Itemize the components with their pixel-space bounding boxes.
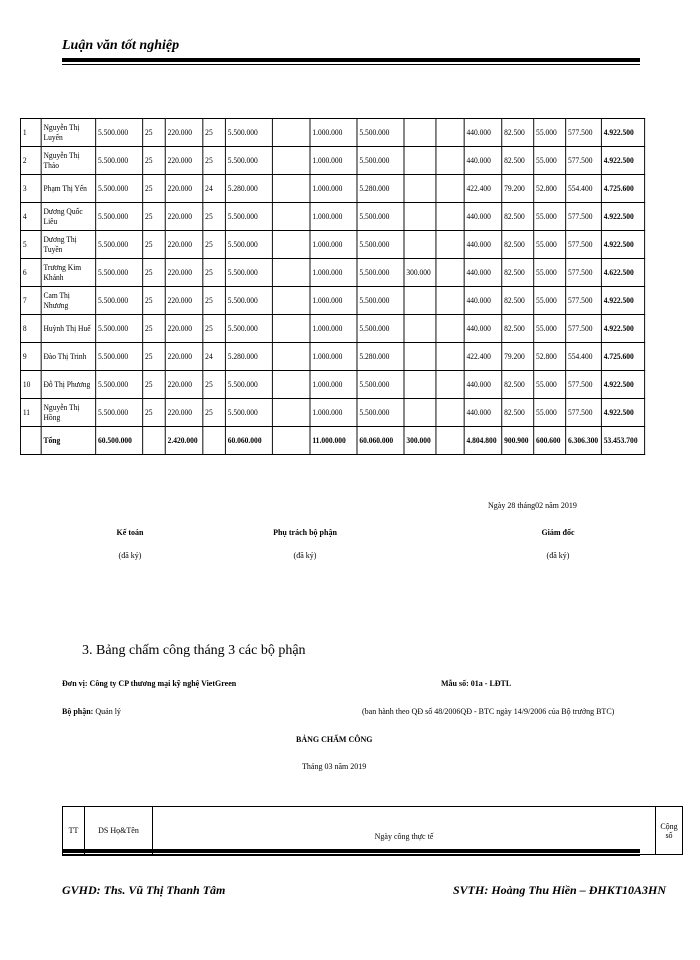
salary-cell: 440.000: [464, 287, 502, 315]
salary-cell: 5.500.000: [225, 259, 272, 287]
salary-cell: 4.922.500: [601, 371, 644, 399]
salary-cell: 4.922.500: [601, 315, 644, 343]
salary-cell: 4.922.500: [601, 231, 644, 259]
salary-cell: 5: [20, 231, 41, 259]
salary-row: [20, 119, 644, 147]
salary-cell: 5.500.000: [96, 315, 143, 343]
salary-cell: 79.200: [502, 343, 534, 371]
salary-cell: 25: [143, 399, 166, 427]
salary-cell: 220.000: [165, 175, 203, 203]
salary-cell: 5.500.000: [96, 371, 143, 399]
salary-cell: 25: [203, 203, 226, 231]
salary-cell: 5.500.000: [357, 399, 404, 427]
salary-cell: 55.000: [534, 315, 566, 343]
salary-cell: 1.000.000: [310, 287, 357, 315]
salary-total-row: [20, 427, 644, 455]
salary-cell: 4.922.500: [601, 399, 644, 427]
salary-cell: 55.000: [534, 119, 566, 147]
salary-cell: [404, 399, 436, 427]
salary-cell: 1.000.000: [310, 175, 357, 203]
salary-cell: 60.500.000: [96, 427, 143, 455]
salary-cell: 554.400: [566, 343, 602, 371]
salary-cell: 25: [143, 147, 166, 175]
salary-cell: 82.500: [502, 287, 534, 315]
footer-rule-thin: [62, 855, 640, 856]
salary-cell: 52.800: [534, 175, 566, 203]
salary-cell: 53.453.700: [601, 427, 644, 455]
salary-cell: 25: [143, 119, 166, 147]
salary-cell: 2: [20, 147, 41, 175]
salary-cell: 25: [143, 343, 166, 371]
salary-cell: [404, 231, 436, 259]
salary-cell: 440.000: [464, 231, 502, 259]
salary-cell: [272, 231, 310, 259]
employee-name: Dương Quốc Liêu: [41, 203, 96, 231]
salary-cell: 52.800: [534, 343, 566, 371]
employee-name: Cam Thị Nhương: [41, 287, 96, 315]
dept-head-role: Phụ trách bộ phận: [273, 528, 337, 537]
salary-cell: [272, 287, 310, 315]
salary-cell: [436, 371, 464, 399]
salary-cell: 5.500.000: [357, 231, 404, 259]
salary-cell: 1.000.000: [310, 399, 357, 427]
salary-cell: 82.500: [502, 147, 534, 175]
salary-cell: 11: [20, 399, 41, 427]
salary-cell: [436, 287, 464, 315]
salary-table-body: [20, 119, 644, 455]
salary-cell: 1.000.000: [310, 343, 357, 371]
salary-cell: 25: [143, 259, 166, 287]
salary-cell: [272, 203, 310, 231]
salary-cell: 220.000: [165, 371, 203, 399]
salary-cell: 422.400: [464, 343, 502, 371]
employee-name: Phạm Thị Yến: [41, 175, 96, 203]
salary-cell: 4.804.800: [464, 427, 502, 455]
salary-cell: 577.500: [566, 399, 602, 427]
regulation-note: (ban hành theo QĐ số 48/2006QĐ - BTC ngày 14/9/2006 của Bộ trưởng BTC): [362, 707, 615, 716]
salary-cell: 4.922.500: [601, 119, 644, 147]
salary-cell: 440.000: [464, 203, 502, 231]
director-role: Giám đốc: [541, 528, 575, 537]
salary-cell: [436, 259, 464, 287]
signature-date: Ngày 28 tháng02 năm 2019: [488, 501, 577, 510]
dept-head-note: (đã ký): [293, 551, 317, 560]
salary-cell: 5.280.000: [225, 343, 272, 371]
salary-cell: 25: [143, 287, 166, 315]
salary-cell: 82.500: [502, 259, 534, 287]
salary-cell: 5.500.000: [225, 119, 272, 147]
salary-cell: 4.725.600: [601, 343, 644, 371]
salary-cell: [272, 399, 310, 427]
salary-cell: 55.000: [534, 231, 566, 259]
salary-cell: 55.000: [534, 203, 566, 231]
salary-table: [20, 118, 645, 455]
salary-cell: 5.500.000: [96, 259, 143, 287]
salary-cell: [404, 287, 436, 315]
salary-cell: [272, 119, 310, 147]
salary-cell: 25: [143, 203, 166, 231]
director-note: (đã ký): [546, 551, 570, 560]
salary-cell: 577.500: [566, 203, 602, 231]
signature-accountant: [105, 528, 155, 560]
salary-cell: 25: [143, 175, 166, 203]
salary-cell: [404, 203, 436, 231]
salary-cell: 10: [20, 371, 41, 399]
salary-cell: 79.200: [502, 175, 534, 203]
employee-name: Huỳnh Thị Huế: [41, 315, 96, 343]
salary-cell: [272, 343, 310, 371]
salary-cell: [436, 399, 464, 427]
salary-cell: 220.000: [165, 315, 203, 343]
salary-cell: 82.500: [502, 119, 534, 147]
salary-cell: 25: [143, 231, 166, 259]
salary-row: [20, 399, 644, 427]
salary-cell: [20, 427, 41, 455]
salary-cell: 6: [20, 259, 41, 287]
salary-cell: 440.000: [464, 371, 502, 399]
salary-cell: 4.725.600: [601, 175, 644, 203]
salary-cell: 1.000.000: [310, 147, 357, 175]
header-rule: [62, 58, 640, 62]
salary-cell: 220.000: [165, 119, 203, 147]
salary-cell: 1.000.000: [310, 259, 357, 287]
salary-cell: 60.060.000: [357, 427, 404, 455]
salary-cell: 82.500: [502, 315, 534, 343]
salary-cell: 220.000: [165, 259, 203, 287]
header-title: Luận văn tốt nghiệp: [62, 38, 180, 53]
salary-cell: 300.000: [404, 259, 436, 287]
salary-cell: [203, 427, 226, 455]
salary-cell: 900.900: [502, 427, 534, 455]
salary-cell: 5.500.000: [357, 259, 404, 287]
footer-advisor: GVHD: Ths. Vũ Thị Thanh Tâm: [62, 883, 226, 897]
salary-cell: 5.500.000: [96, 147, 143, 175]
salary-cell: 25: [203, 399, 226, 427]
department-value: Quản lý: [95, 707, 121, 716]
section-title: 3. Bảng chấm công tháng 3 các bộ phận: [82, 643, 306, 658]
salary-cell: [436, 119, 464, 147]
salary-cell: 577.500: [566, 371, 602, 399]
salary-cell: 55.000: [534, 287, 566, 315]
salary-cell: 25: [203, 371, 226, 399]
salary-cell: 5.500.000: [96, 343, 143, 371]
signature-dept-head: [255, 528, 355, 560]
salary-row: [20, 231, 644, 259]
salary-cell: 440.000: [464, 259, 502, 287]
salary-cell: 220.000: [165, 399, 203, 427]
salary-cell: 1.000.000: [310, 119, 357, 147]
salary-cell: 577.500: [566, 231, 602, 259]
salary-cell: 4.922.500: [601, 147, 644, 175]
salary-row: [20, 343, 644, 371]
salary-cell: [404, 315, 436, 343]
salary-cell: 4.922.500: [601, 287, 644, 315]
salary-cell: 5.500.000: [225, 147, 272, 175]
salary-cell: 1.000.000: [310, 231, 357, 259]
salary-cell: 5.500.000: [357, 315, 404, 343]
salary-cell: 554.400: [566, 175, 602, 203]
doc-title: BẢNG CHẤM CÔNG: [296, 735, 373, 744]
attendance-header-row: [63, 807, 683, 855]
salary-cell: 25: [203, 315, 226, 343]
salary-cell: 25: [143, 315, 166, 343]
salary-cell: 25: [143, 371, 166, 399]
salary-row: [20, 147, 644, 175]
salary-cell: [404, 371, 436, 399]
salary-cell: 5.500.000: [96, 203, 143, 231]
salary-cell: [436, 175, 464, 203]
salary-cell: [436, 231, 464, 259]
salary-cell: 440.000: [464, 399, 502, 427]
att-col-name: DS Họ&Tên: [85, 807, 153, 855]
salary-cell: 60.060.000: [225, 427, 272, 455]
employee-name: Nguyễn Thị Thảo: [41, 147, 96, 175]
salary-cell: [436, 343, 464, 371]
attendance-table: [62, 806, 683, 855]
salary-cell: 5.500.000: [96, 287, 143, 315]
att-col-tt: TT: [63, 807, 85, 855]
employee-name: Đỗ Thị Phương: [41, 371, 96, 399]
salary-cell: 5.500.000: [357, 287, 404, 315]
salary-row: [20, 259, 644, 287]
salary-cell: [404, 119, 436, 147]
salary-cell: [272, 259, 310, 287]
salary-cell: 577.500: [566, 287, 602, 315]
accountant-note: (đã ký): [118, 551, 142, 560]
salary-cell: 24: [203, 343, 226, 371]
salary-cell: 55.000: [534, 147, 566, 175]
footer-rule: [62, 849, 640, 853]
salary-cell: [436, 147, 464, 175]
accountant-role: Kế toán: [116, 528, 144, 537]
salary-cell: 55.000: [534, 371, 566, 399]
salary-cell: 11.000.000: [310, 427, 357, 455]
salary-cell: [404, 147, 436, 175]
salary-cell: [272, 315, 310, 343]
salary-cell: 82.500: [502, 203, 534, 231]
employee-name: Nguyễn Thị Hồng: [41, 399, 96, 427]
salary-cell: 2.420.000: [165, 427, 203, 455]
salary-cell: 25: [203, 119, 226, 147]
employee-name: Dương Thị Tuyền: [41, 231, 96, 259]
salary-cell: 9: [20, 343, 41, 371]
salary-cell: [272, 175, 310, 203]
form-number: Mẫu số: 01a - LĐTL: [441, 679, 512, 688]
salary-cell: 220.000: [165, 231, 203, 259]
salary-cell: [272, 147, 310, 175]
salary-cell: 440.000: [464, 147, 502, 175]
salary-cell: 4: [20, 203, 41, 231]
salary-cell: 5.280.000: [357, 343, 404, 371]
salary-cell: [404, 175, 436, 203]
salary-row: [20, 175, 644, 203]
salary-cell: 3: [20, 175, 41, 203]
salary-cell: [272, 427, 310, 455]
salary-cell: 5.500.000: [225, 231, 272, 259]
header-rule-thin: [62, 64, 640, 65]
salary-row: [20, 371, 644, 399]
salary-row: [20, 203, 644, 231]
salary-cell: 5.500.000: [357, 371, 404, 399]
department-label: Bộ phận:: [62, 707, 94, 716]
salary-cell: 5.500.000: [96, 175, 143, 203]
salary-cell: [436, 203, 464, 231]
salary-cell: 5.500.000: [96, 399, 143, 427]
salary-cell: 1.000.000: [310, 371, 357, 399]
employee-name: Nguyễn Thị Luyến: [41, 119, 96, 147]
salary-cell: 440.000: [464, 119, 502, 147]
salary-cell: 300.000: [404, 427, 436, 455]
salary-cell: 220.000: [165, 147, 203, 175]
employee-name: Tổng: [41, 427, 96, 455]
salary-cell: 5.500.000: [357, 203, 404, 231]
salary-cell: 5.500.000: [225, 371, 272, 399]
salary-cell: [143, 427, 166, 455]
unit-label: Đơn vị: Công ty CP thương mại kỹ nghệ VietGreen: [62, 679, 237, 688]
salary-cell: 5.280.000: [225, 175, 272, 203]
salary-cell: 6.306.300: [566, 427, 602, 455]
salary-row: [20, 287, 644, 315]
salary-cell: 220.000: [165, 287, 203, 315]
salary-cell: [436, 427, 464, 455]
salary-row: [20, 315, 644, 343]
salary-cell: 220.000: [165, 203, 203, 231]
salary-cell: 4.922.500: [601, 203, 644, 231]
salary-cell: 25: [203, 259, 226, 287]
salary-cell: 440.000: [464, 315, 502, 343]
employee-name: Đào Thị Trinh: [41, 343, 96, 371]
salary-cell: 422.400: [464, 175, 502, 203]
salary-cell: 55.000: [534, 399, 566, 427]
salary-cell: 55.000: [534, 259, 566, 287]
salary-cell: 7: [20, 287, 41, 315]
salary-cell: 5.500.000: [357, 119, 404, 147]
salary-cell: 600.600: [534, 427, 566, 455]
salary-cell: [272, 371, 310, 399]
department-line: [62, 707, 121, 716]
footer-student: SVTH: Hoàng Thu Hiền – ĐHKT10A3HN: [453, 883, 667, 897]
salary-cell: 5.500.000: [96, 119, 143, 147]
salary-cell: 577.500: [566, 315, 602, 343]
salary-cell: 25: [203, 231, 226, 259]
employee-name: Trương Kim Khánh: [41, 259, 96, 287]
salary-cell: 5.280.000: [357, 175, 404, 203]
salary-cell: 577.500: [566, 259, 602, 287]
salary-cell: 82.500: [502, 231, 534, 259]
salary-cell: 1.000.000: [310, 315, 357, 343]
salary-cell: [404, 343, 436, 371]
salary-cell: 5.500.000: [225, 315, 272, 343]
att-col-days: Ngày công thực tế: [153, 807, 656, 855]
salary-cell: 25: [203, 147, 226, 175]
salary-cell: 5.500.000: [225, 203, 272, 231]
salary-cell: [436, 315, 464, 343]
salary-cell: 25: [203, 287, 226, 315]
salary-cell: 1: [20, 119, 41, 147]
salary-cell: 5.500.000: [357, 147, 404, 175]
salary-cell: 5.500.000: [225, 287, 272, 315]
salary-cell: 24: [203, 175, 226, 203]
salary-cell: 4.622.500: [601, 259, 644, 287]
att-col-total: Cộng số: [656, 807, 683, 855]
salary-cell: 5.500.000: [225, 399, 272, 427]
signature-director: [528, 528, 588, 560]
doc-period: Tháng 03 năm 2019: [302, 762, 367, 771]
salary-cell: 82.500: [502, 399, 534, 427]
salary-cell: 577.500: [566, 119, 602, 147]
salary-cell: 220.000: [165, 343, 203, 371]
salary-cell: 577.500: [566, 147, 602, 175]
salary-cell: 5.500.000: [96, 231, 143, 259]
salary-cell: 82.500: [502, 371, 534, 399]
salary-cell: 1.000.000: [310, 203, 357, 231]
salary-cell: 8: [20, 315, 41, 343]
